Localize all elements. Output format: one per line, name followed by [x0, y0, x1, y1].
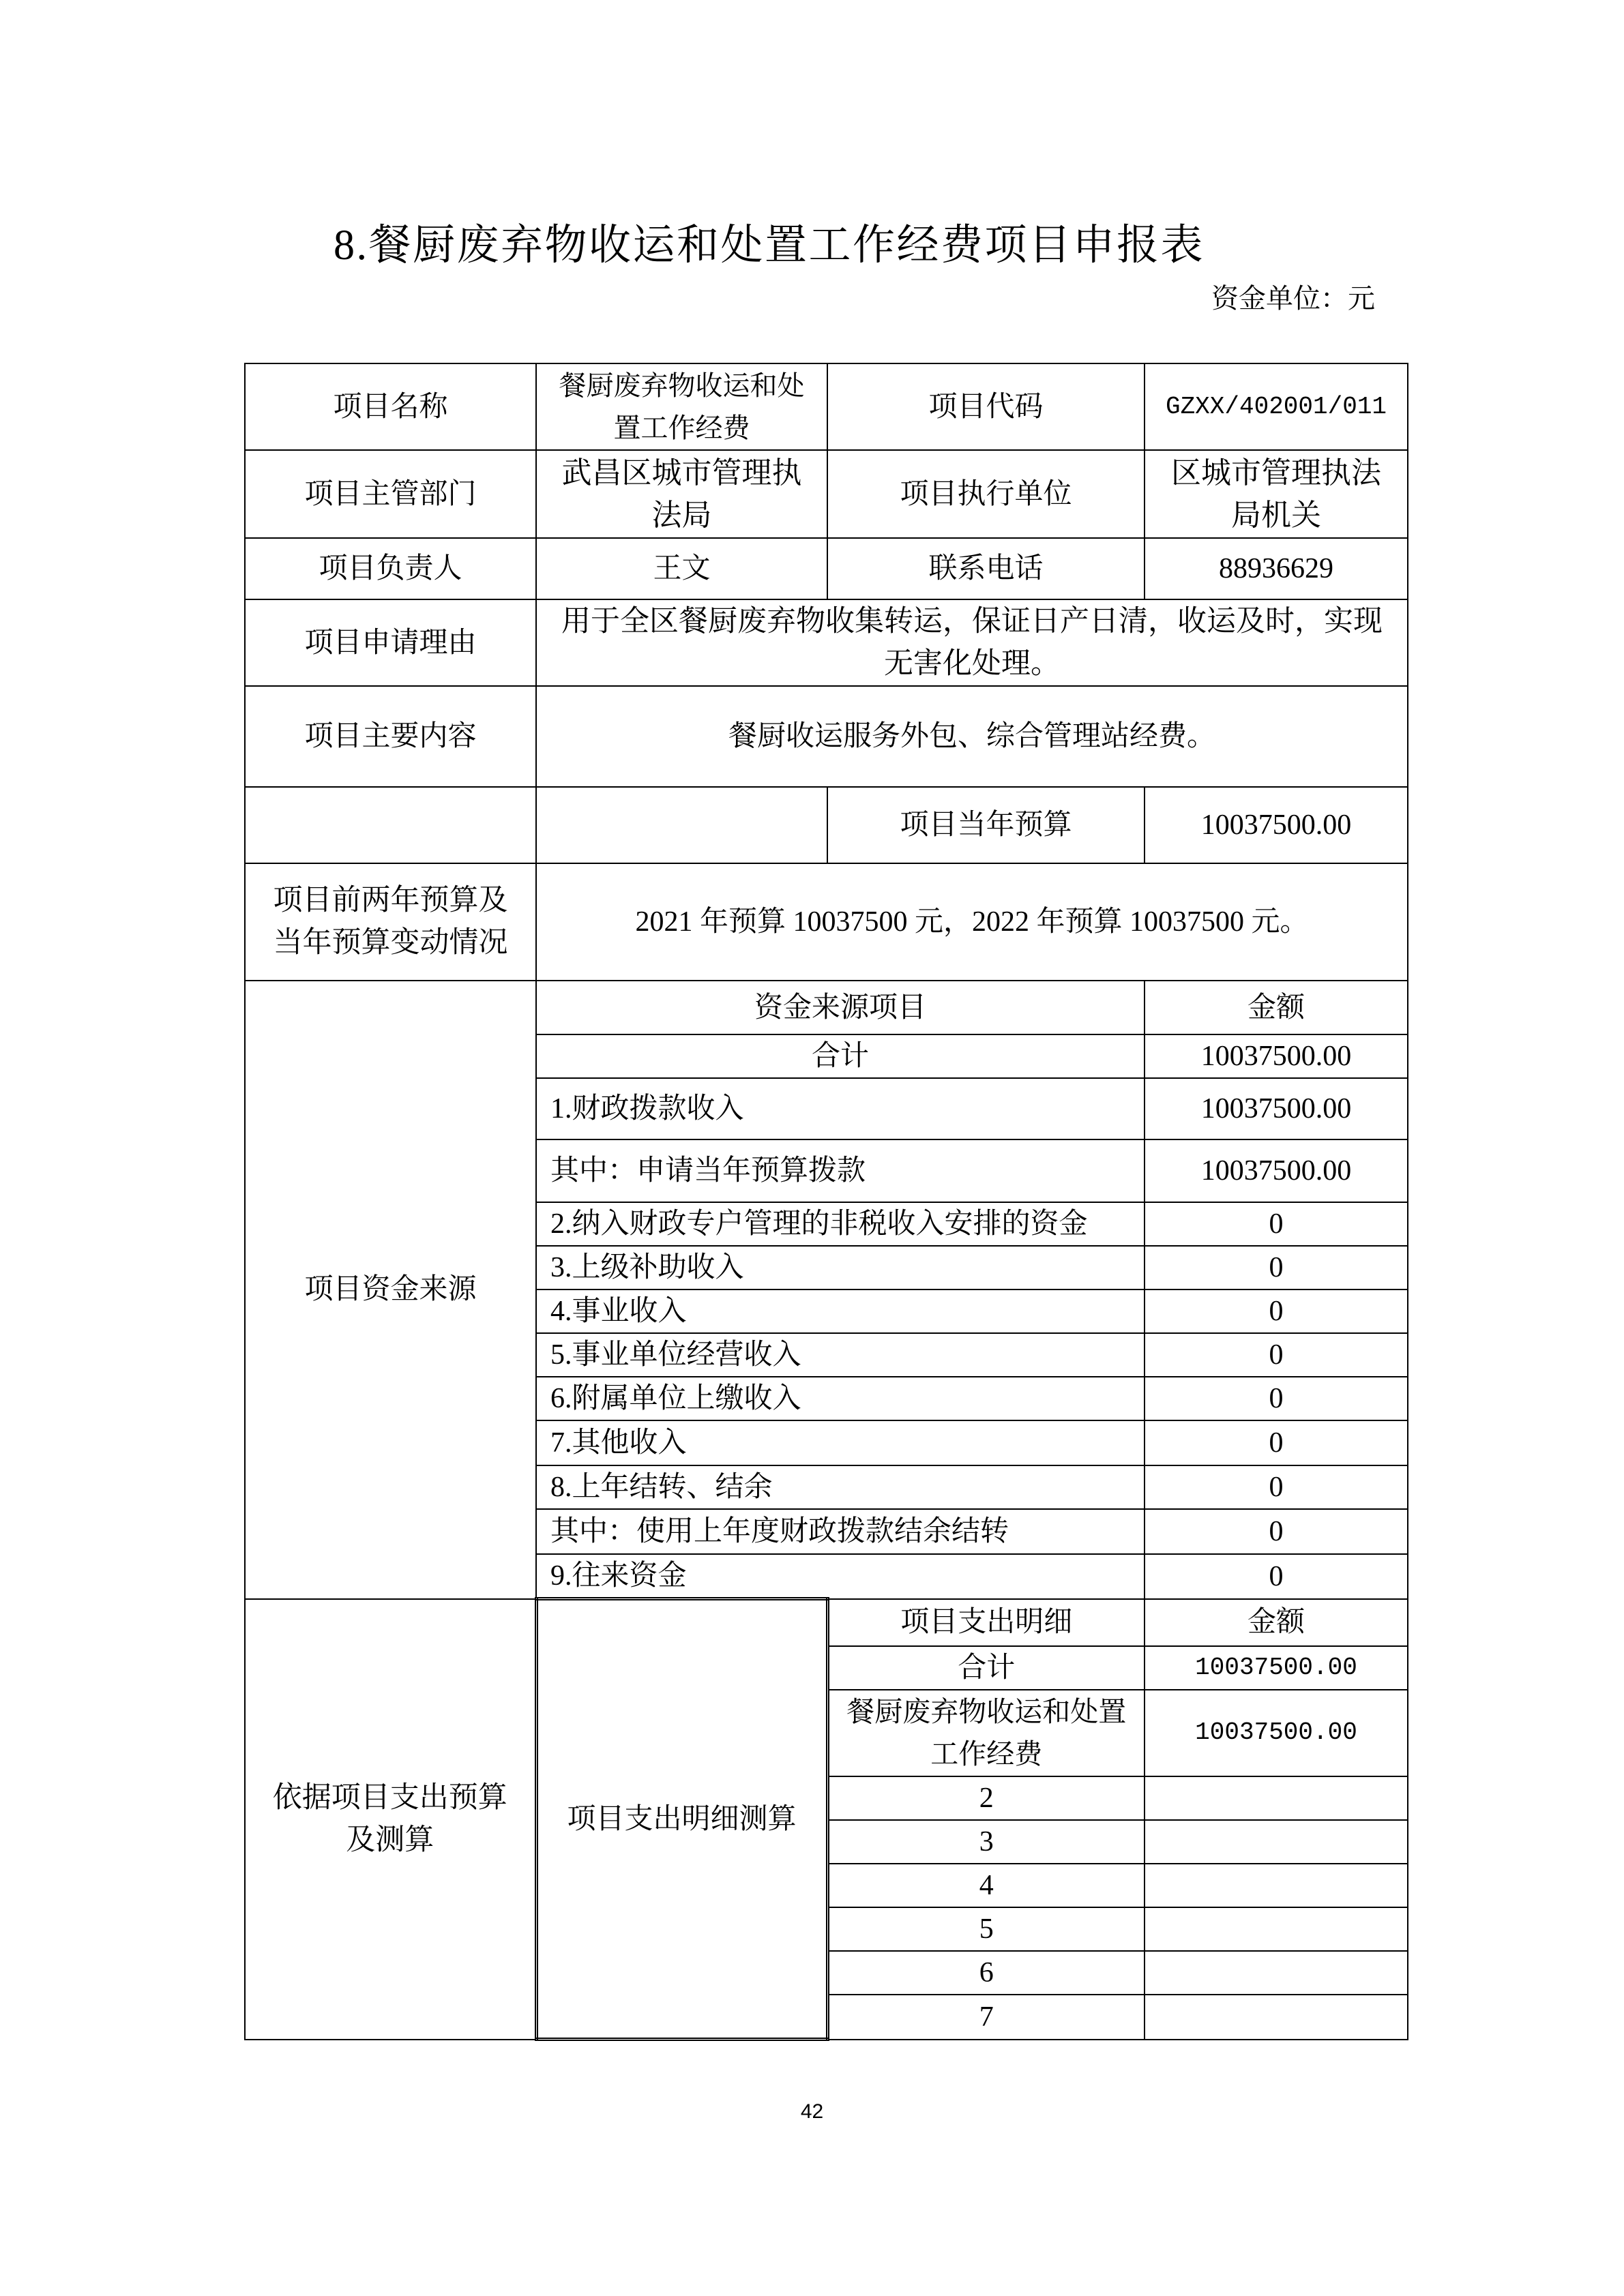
department-label: 项目主管部门 — [245, 450, 536, 538]
funding-header-item: 资金来源项目 — [536, 981, 1145, 1034]
expenditure-item-amount — [1145, 1951, 1408, 1995]
expenditure-header-row — [245, 1599, 1408, 1646]
funding-item-label: 其中：申请当年预算拨款 — [536, 1139, 1145, 1202]
funding-item-amount: 0 — [1145, 1554, 1408, 1599]
budget-history-value: 2021 年预算 10037500 元，2022 年预算 10037500 元。 — [536, 863, 1408, 981]
expenditure-item-amount — [1145, 1995, 1408, 2040]
row-manager — [245, 538, 1408, 599]
executing-unit-label: 项目执行单位 — [827, 450, 1145, 538]
row-current-budget — [245, 787, 1408, 863]
funding-item-amount: 10037500.00 — [1145, 1078, 1408, 1139]
expenditure-item-label: 6 — [827, 1951, 1145, 1995]
project-code-label: 项目代码 — [827, 363, 1145, 450]
manager-label: 项目负责人 — [245, 538, 536, 599]
project-name-value: 餐厨废弃物收运和处置工作经费 — [536, 363, 827, 450]
phone-value: 88936629 — [1145, 538, 1408, 599]
funding-item-amount: 0 — [1145, 1202, 1408, 1246]
funding-item-label: 4.事业收入 — [536, 1289, 1145, 1333]
main-content-label: 项目主要内容 — [245, 686, 536, 787]
department-value: 武昌区城市管理执法局 — [536, 450, 827, 538]
expenditure-item-label: 餐厨废弃物收运和处置工作经费 — [827, 1690, 1145, 1776]
expenditure-total-amount: 10037500.00 — [1145, 1646, 1408, 1690]
funding-total-label: 合计 — [536, 1034, 1145, 1078]
funding-item-amount: 0 — [1145, 1246, 1408, 1289]
reason-label: 项目申请理由 — [245, 599, 536, 686]
current-budget-value: 10037500.00 — [1145, 787, 1408, 863]
main-content-value: 餐厨收运服务外包、综合管理站经费。 — [536, 686, 1408, 787]
expenditure-item-amount — [1145, 1864, 1408, 1907]
project-name-label: 项目名称 — [245, 363, 536, 450]
manager-value: 王文 — [536, 538, 827, 599]
funding-item-amount: 0 — [1145, 1465, 1408, 1509]
row-department — [245, 450, 1408, 538]
executing-unit-value: 区城市管理执法局机关 — [1145, 450, 1408, 538]
row-main-content — [245, 686, 1408, 787]
empty-cell — [245, 787, 536, 863]
funding-total-amount: 10037500.00 — [1145, 1034, 1408, 1078]
funding-item-amount: 0 — [1145, 1420, 1408, 1465]
funding-header-amount: 金额 — [1145, 981, 1408, 1034]
row-reason — [245, 599, 1408, 686]
funding-item-amount: 0 — [1145, 1333, 1408, 1377]
expenditure-detail-label: 项目支出明细测算 — [536, 1599, 827, 2040]
funding-item-amount: 0 — [1145, 1509, 1408, 1554]
expenditure-header-item: 项目支出明细 — [827, 1599, 1145, 1646]
funding-item-label: 5.事业单位经营收入 — [536, 1333, 1145, 1377]
phone-label: 联系电话 — [827, 538, 1145, 599]
funding-item-label: 1.财政拨款收入 — [536, 1078, 1145, 1139]
budget-history-label: 项目前两年预算及当年预算变动情况 — [245, 863, 536, 981]
expenditure-total-label: 合计 — [827, 1646, 1145, 1690]
funding-item-label: 其中：使用上年度财政拨款结余结转 — [536, 1509, 1145, 1554]
page-title: 8.餐厨废弃物收运和处置工作经费项目申报表 — [334, 222, 1205, 269]
expenditure-header-amount: 金额 — [1145, 1599, 1408, 1646]
expenditure-item-label: 5 — [827, 1907, 1145, 1951]
expenditure-item-amount — [1145, 1907, 1408, 1951]
funding-item-amount: 0 — [1145, 1289, 1408, 1333]
row-project-name — [245, 363, 1408, 450]
funding-item-amount: 0 — [1145, 1377, 1408, 1420]
funding-item-label: 6.附属单位上缴收入 — [536, 1377, 1145, 1420]
funding-header-row — [245, 981, 1408, 1034]
expenditure-item-label: 4 — [827, 1864, 1145, 1907]
currency-unit-label: 资金单位：元 — [1211, 283, 1375, 314]
funding-section-label: 项目资金来源 — [245, 981, 536, 1599]
expenditure-section-label: 依据项目支出预算及测算 — [245, 1599, 536, 2040]
funding-item-label: 3.上级补助收入 — [536, 1246, 1145, 1289]
expenditure-item-label: 3 — [827, 1820, 1145, 1864]
funding-item-amount: 10037500.00 — [1145, 1139, 1408, 1202]
expenditure-item-amount: 10037500.00 — [1145, 1690, 1408, 1776]
form-body — [245, 363, 1408, 2040]
funding-item-label: 8.上年结转、结余 — [536, 1465, 1145, 1509]
project-application-form — [244, 363, 1408, 2041]
funding-item-label: 7.其他收入 — [536, 1420, 1145, 1465]
project-code-value: GZXX/402001/011 — [1145, 363, 1408, 450]
funding-item-label: 9.往来资金 — [536, 1554, 1145, 1599]
expenditure-item-amount — [1145, 1820, 1408, 1864]
expenditure-item-label: 2 — [827, 1776, 1145, 1820]
expenditure-item-amount — [1145, 1776, 1408, 1820]
empty-cell — [536, 787, 827, 863]
funding-item-label: 2.纳入财政专户管理的非税收入安排的资金 — [536, 1202, 1145, 1246]
row-budget-history — [245, 863, 1408, 981]
expenditure-item-label: 7 — [827, 1995, 1145, 2040]
current-budget-label: 项目当年预算 — [827, 787, 1145, 863]
reason-value: 用于全区餐厨废弃物收集转运，保证日产日清，收运及时，实现无害化处理。 — [536, 599, 1408, 686]
page-number: 42 — [800, 2100, 824, 2123]
